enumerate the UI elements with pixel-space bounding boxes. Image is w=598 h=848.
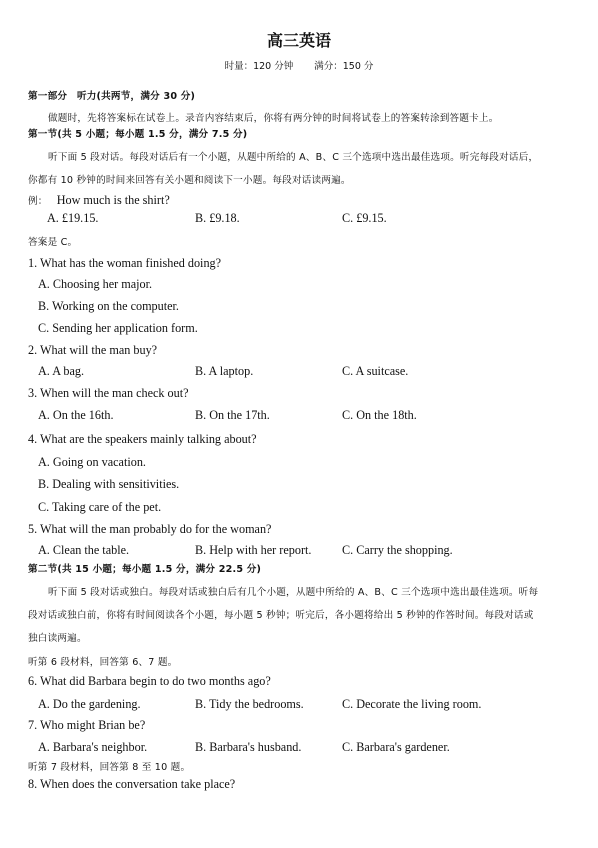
q1-option-a: A. Choosing her major. [38, 277, 153, 291]
section1-desc-2: 你都有 10 秒钟的时间来回答有关小题和阅读下一小题。每段对话读两遍。 [28, 175, 351, 186]
example-option-c: C. £9.15. [342, 211, 387, 225]
question-1: 1. What has the woman finished doing? [28, 256, 222, 270]
q4-option-b: B. Dealing with sensitivities. [38, 477, 180, 491]
section2-desc-1: 听下面 5 段对话或独白。每段对话或独白后有几个小题，从题中所给的 A、B、C 三个选项中选出最佳选项。听每 [48, 587, 539, 598]
section1-desc-1: 听下面 5 段对话。每段对话后有一个小题，从题中所给的 A、B、C 三个选项中选出最佳选项。听完每段对话后， [48, 152, 539, 163]
q7-option-c: C. Barbara's gardener. [342, 740, 450, 754]
example-option-a: A. £19.15. [47, 211, 99, 225]
question-6: 6. What did Barbara begin to do two months ago? [28, 674, 271, 688]
question-5: 5. What will the man probably do for the woman? [28, 522, 272, 536]
q4-option-a: A. Going on vacation. [38, 455, 146, 469]
q3-option-c: C. On the 18th. [342, 408, 417, 422]
example-label: 例： [28, 196, 48, 207]
q2-option-c: C. A suitcase. [342, 364, 409, 378]
q2-option-b: B. A laptop. [195, 364, 254, 378]
q1-option-b: B. Working on the computer. [38, 299, 179, 313]
question-8: 8. When does the conversation take place? [28, 777, 236, 791]
q5-option-a: A. Clean the table. [38, 543, 130, 557]
page-title: 高三英语 [266, 31, 331, 50]
question-2: 2. What will the man buy? [28, 343, 158, 357]
full-score: 满分：150 分 [314, 61, 374, 72]
exam-info [0, 58, 598, 72]
example-question: How much is the shirt? [56, 193, 170, 207]
q4-option-c: C. Taking care of the pet. [38, 500, 162, 514]
section2-heading: 第二节(共 15 小题；每小题 1.5 分，满分 22.5 分) [28, 564, 262, 575]
q7-option-b: B. Barbara's husband. [195, 740, 302, 754]
section2-desc-3: 独白读两遍。 [28, 633, 87, 644]
part1-heading: 第一部分 听力(共两节，满分 30 分) [28, 91, 196, 102]
q7-option-a: A. Barbara's neighbor. [38, 740, 148, 754]
q5-option-b: B. Help with her report. [195, 543, 312, 557]
question-3: 3. When will the man check out? [28, 386, 189, 400]
q1-option-c: C. Sending her application form. [38, 321, 198, 335]
example [28, 189, 170, 208]
q3-option-a: A. On the 16th. [38, 408, 114, 422]
question-4: 4. What are the speakers mainly talking about? [28, 432, 257, 446]
q6-option-c: C. Decorate the living room. [342, 697, 482, 711]
q5-option-c: C. Carry the shopping. [342, 543, 453, 557]
q2-option-a: A. A bag. [38, 364, 85, 378]
example-option-b: B. £9.18. [195, 211, 240, 225]
material-6-note: 听第 6 段材料，回答第 6、7 题。 [28, 657, 178, 668]
section1-heading: 第一节(共 5 小题；每小题 1.5 分，满分 7.5 分) [28, 129, 248, 140]
material-7-note: 听第 7 段材料，回答第 8 至 10 题。 [28, 762, 191, 773]
q3-option-b: B. On the 17th. [195, 408, 270, 422]
q6-option-b: B. Tidy the bedrooms. [195, 697, 304, 711]
q6-option-a: A. Do the gardening. [38, 697, 141, 711]
section2-desc-2: 段对话或独白前，你将有时间阅读各个小题，每小题 5 秒钟；听完后，各小题将给出 5 秒钟的作答时间。每段对话或 [28, 610, 534, 621]
question-7: 7. Who might Brian be? [28, 718, 146, 732]
example-answer: 答案是 C。 [28, 237, 78, 248]
part1-instruction: 做题时，先将答案标在试卷上。录音内容结束后，你将有两分钟的时间将试卷上的答案转涂到答题卡上。 [48, 113, 499, 124]
time-limit: 时量：120 分钟 [224, 61, 294, 72]
